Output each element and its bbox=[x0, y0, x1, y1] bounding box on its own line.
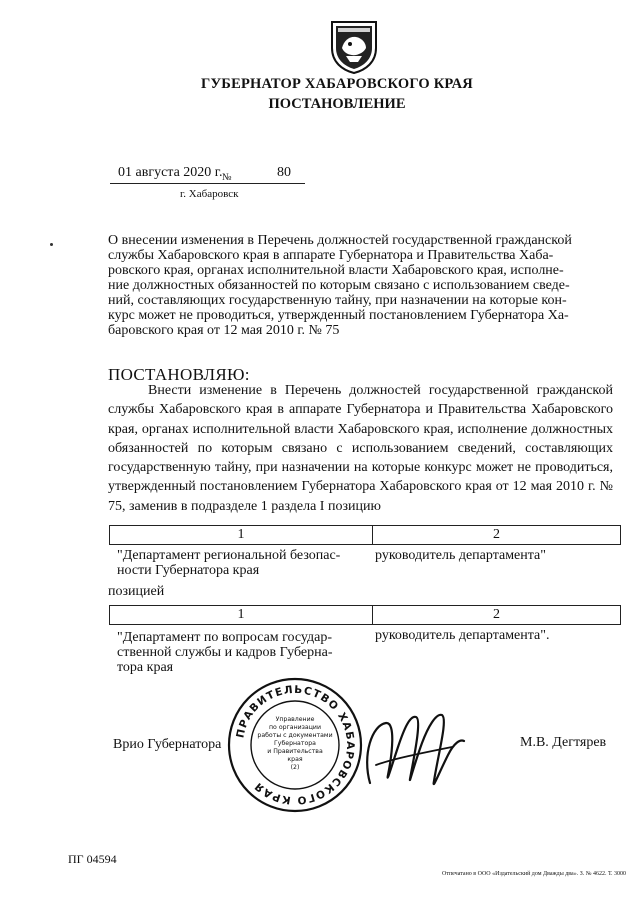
old-position-department bbox=[117, 548, 377, 578]
decree-heading: ПОСТАНОВЛЯЮ: bbox=[108, 365, 250, 384]
svg-text:Губернатора: Губернатора bbox=[274, 740, 316, 747]
dept-line: ности Губернатора края bbox=[117, 563, 260, 578]
document-type: ПОСТАНОВЛЕНИЕ bbox=[268, 96, 406, 112]
new-position-role: руководитель департамента". bbox=[375, 628, 550, 643]
old-position-role: руководитель департамента" bbox=[375, 548, 546, 563]
decree-body: Внести изменение в Перечень должностей государственной гражданской службы Хабаровского края в аппарате Губернатора и Правительства Хабаровского края, органах исполнительной власти Хабаровского края, исполнение должностных обязанностей по которым связано с использованием сведений, составляющих государственную тайну, при назначении на которые конкурс может не проводиться, утвержденный постановлением Губернатора Хабаровского края от 12 мая 2010 г. № 75, заменив в подразделе 1 раздела I позицию bbox=[108, 383, 613, 514]
date-underline bbox=[110, 183, 305, 184]
dept-line: "Департамент по вопросам государ- bbox=[117, 630, 333, 645]
dept-line: ственной службы и кадров Губерна- bbox=[117, 645, 333, 660]
official-seal-icon bbox=[225, 675, 365, 815]
printer-imprint: Отпечатано в ООО «Издательский дом Дважды два». З. № 4622. Т. 3000 bbox=[442, 871, 627, 877]
subject-line: О внесении изменения в Перечень должностей государственной гражданской bbox=[108, 233, 572, 248]
subject-line: баровского края от 12 мая 2010 г. № 75 bbox=[108, 323, 340, 338]
handwritten-signature-icon bbox=[352, 695, 472, 805]
coat-of-arms-icon bbox=[328, 18, 380, 74]
document-subject bbox=[108, 233, 610, 338]
replace-label: позицией bbox=[108, 584, 165, 599]
dept-line: тора края bbox=[117, 660, 174, 675]
column-number: 1 bbox=[110, 606, 373, 625]
number-label: № bbox=[222, 172, 232, 183]
margin-dot bbox=[50, 243, 53, 246]
svg-text:края: края bbox=[287, 756, 303, 763]
new-position-department bbox=[117, 630, 377, 675]
signatory-name: М.В. Дегтярев bbox=[520, 735, 607, 750]
subject-line: службы Хабаровского края в аппарате Губернатора и Правительства Хаба- bbox=[108, 248, 554, 263]
subject-line: ние должностных обязанностей по которым связано с использованием сведе- bbox=[108, 278, 570, 293]
svg-text:(2): (2) bbox=[290, 764, 300, 771]
column-number: 2 bbox=[373, 606, 621, 625]
column-number: 2 bbox=[373, 526, 621, 545]
subject-line: ний, составляющих государственную тайну, при назначении на которые кон- bbox=[108, 293, 567, 308]
svg-text:по организации: по организации bbox=[269, 724, 321, 731]
svg-text:работы с документами: работы с документами bbox=[257, 732, 333, 739]
document-date: 01 августа 2020 г. bbox=[118, 165, 223, 180]
svg-text:и Правительства: и Правительства bbox=[267, 748, 323, 755]
column-header-table bbox=[109, 605, 621, 625]
svg-text:ПРАВИТЕЛЬСТВО ХАБАРОВСКОГО КРА: ПРАВИТЕЛЬСТВО ХАБАРОВСКОГО КРАЯ bbox=[234, 683, 357, 807]
document-city: г. Хабаровск bbox=[180, 188, 239, 200]
subject-line: курс может не проводиться, утвержденный постановлением Губернатора Ха- bbox=[108, 308, 569, 323]
subject-line: ровского края, органах исполнительной власти Хабаровского края, исполне- bbox=[108, 263, 564, 278]
column-number: 1 bbox=[110, 526, 373, 545]
document-number: 80 bbox=[277, 165, 291, 180]
column-header-table bbox=[109, 525, 621, 545]
svg-text:Управление: Управление bbox=[275, 716, 315, 723]
dept-line: "Департамент региональной безопас- bbox=[117, 548, 341, 563]
header-title: ГУБЕРНАТОР ХАБАРОВСКОГО КРАЯ bbox=[201, 76, 473, 92]
signatory-title: Врио Губернатора bbox=[113, 737, 222, 752]
form-code: ПГ 04594 bbox=[68, 852, 117, 866]
